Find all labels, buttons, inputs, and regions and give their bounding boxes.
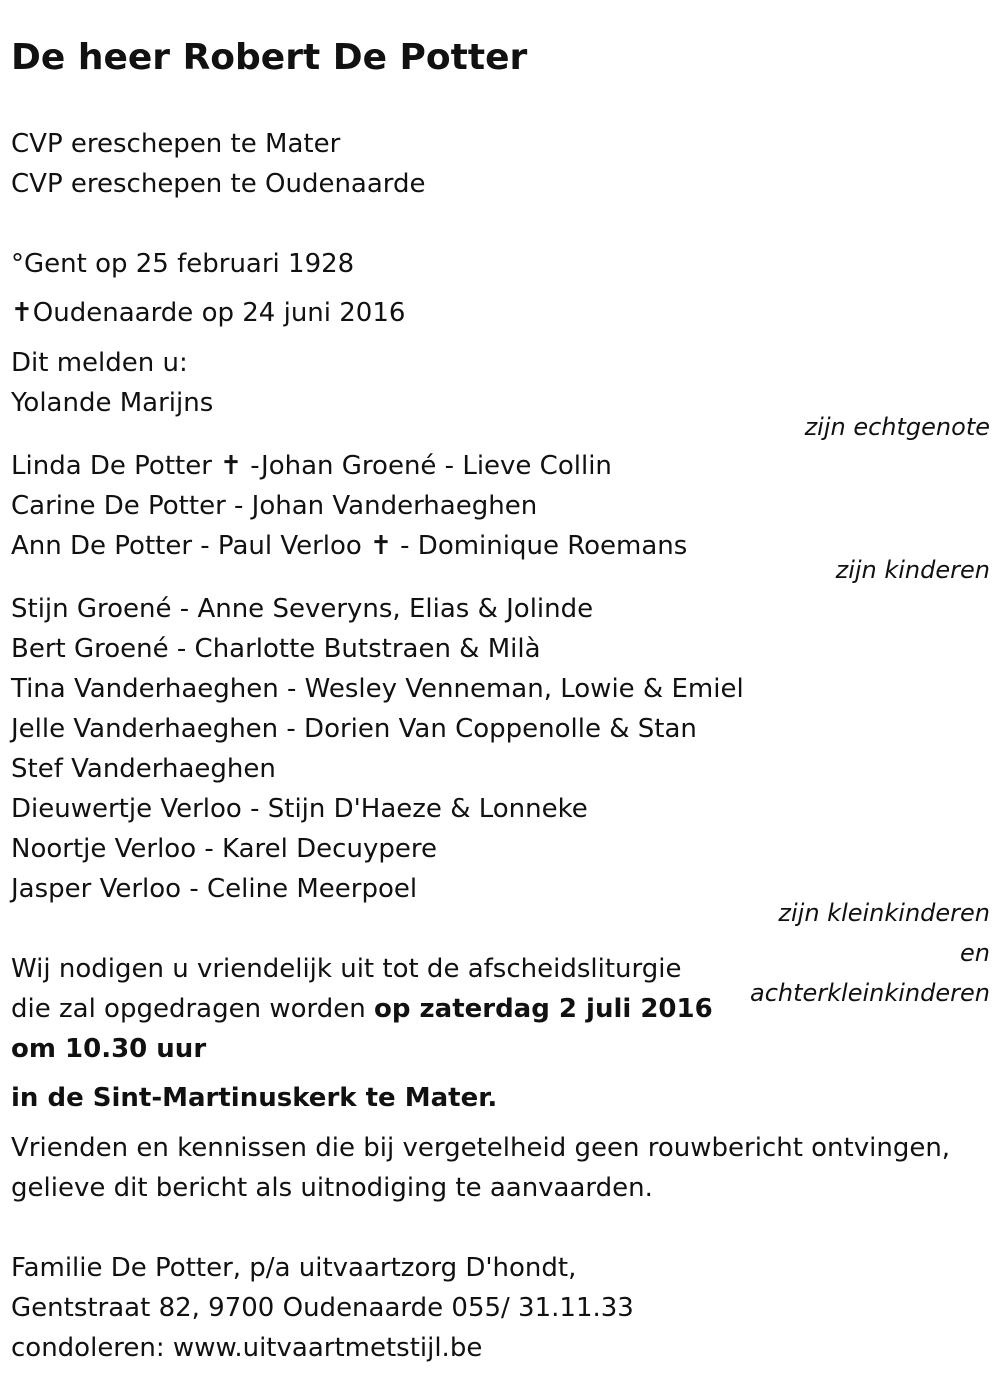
page-title: De heer Robert De Potter [11,37,528,78]
greatgrandchildren-role: achterkleinkinderen [750,979,990,1007]
grandchildren-role: zijn kleinkinderen [778,899,990,927]
announce-line: Dit melden u: [11,348,188,378]
function-line: CVP ereschepen te Oudenaarde [11,169,426,199]
spouse-role: zijn echtgenote [804,413,990,441]
notice-line: gelieve dit bericht als uitnodiging te aanvaarden. [11,1173,653,1203]
grandchild-line: Jelle Vanderhaeghen - Dorien Van Coppenolle & Stan [11,714,697,744]
birth-line: °Gent op 25 februari 1928 [11,249,355,279]
function-line: CVP ereschepen te Mater [11,129,341,159]
contact-address: Gentstraat 82, 9700 Oudenaarde 055/ 31.11.33 [11,1293,634,1323]
funeral-time: om 10.30 uur [11,1034,207,1064]
child-line: Linda De Potter ✝ -Johan Groené - Lieve Collin [11,451,612,481]
grandchild-line: Tina Vanderhaeghen - Wesley Venneman, Lowie & Emiel [11,674,744,704]
condolence-link[interactable]: condoleren: www.uitvaartmetstijl.be [11,1333,483,1363]
funeral-date: op zaterdag 2 juli 2016 [373,994,713,1024]
contact-line: Familie De Potter, p/a uitvaartzorg D'hondt, [11,1253,577,1283]
death-line: ✝Oudenaarde op 24 juni 2016 [11,298,406,328]
grandchild-line: Dieuwertje Verloo - Stijn D'Haeze & Lonneke [11,794,588,824]
invitation-text: die zal opgedragen worden [11,994,374,1024]
notice-line: Vrienden en kennissen die bij vergetelheid geen rouwbericht ontvingen, [11,1133,951,1163]
spouse-name: Yolande Marijns [11,388,214,418]
invitation-line: Wij nodigen u vriendelijk uit tot de afscheidsliturgie [11,954,682,984]
child-line: Ann De Potter - Paul Verloo ✝ - Dominique Roemans [11,531,688,561]
child-line: Carine De Potter - Johan Vanderhaeghen [11,491,538,521]
grandchild-line: Stijn Groené - Anne Severyns, Elias & Jolinde [11,594,594,624]
grandchild-line: Bert Groené - Charlotte Butstraen & Milà [11,634,541,664]
grandchild-line: Noortje Verloo - Karel Decuypere [11,834,437,864]
invitation-time-line [11,1034,206,1064]
children-role: zijn kinderen [835,556,990,584]
grandchild-line: Stef Vanderhaeghen [11,754,276,784]
grandchildren-role-connector: en [960,939,990,967]
grandchild-line: Jasper Verloo - Celine Meerpoel [11,874,418,904]
invitation-date-line [11,994,713,1024]
funeral-location-line [11,1083,497,1113]
funeral-location: in de Sint-Martinuskerk te Mater. [11,1083,498,1113]
